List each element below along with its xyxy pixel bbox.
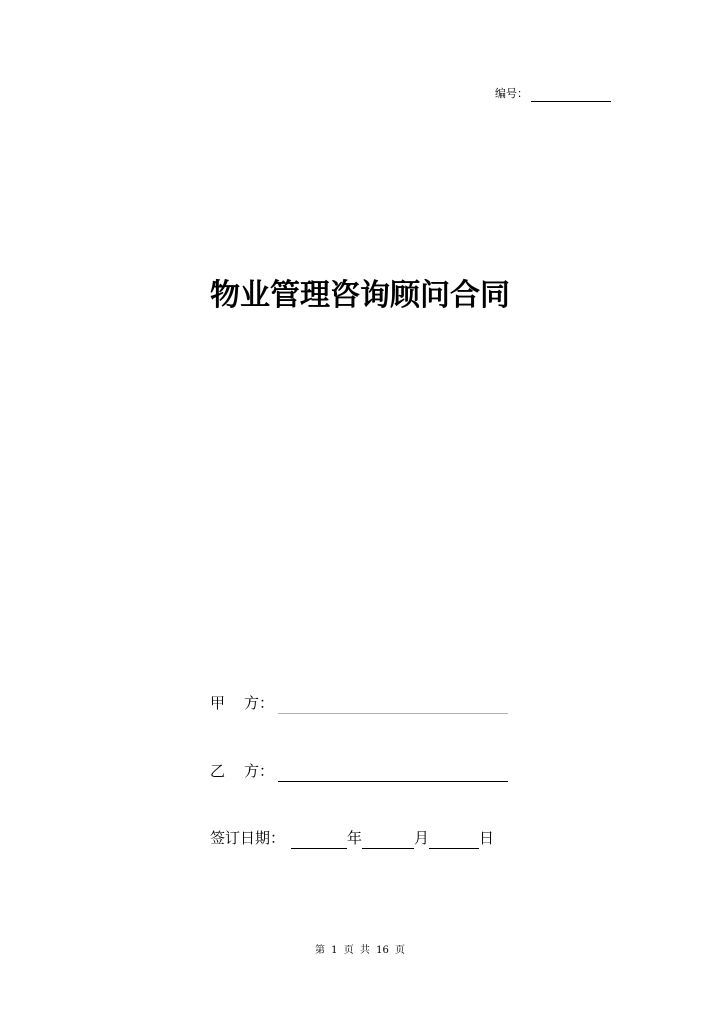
contract-number-blank[interactable]: [531, 88, 611, 102]
year-blank[interactable]: [291, 832, 347, 849]
month-label: 月: [414, 829, 430, 847]
party-b-suffix: 方：: [244, 762, 275, 780]
sign-date-row: [210, 827, 494, 849]
party-a-suffix: 方：: [244, 694, 275, 712]
month-blank[interactable]: [362, 832, 414, 849]
document-title: 物业管理咨询顾问合同: [210, 278, 510, 313]
sign-date-label: 签订日期：: [210, 829, 286, 847]
party-b-blank[interactable]: [278, 765, 508, 782]
party-a-blank[interactable]: [278, 697, 508, 714]
party-a-char: 甲: [210, 694, 226, 712]
party-b-label: [210, 760, 278, 782]
day-blank[interactable]: [429, 832, 479, 849]
party-b-char: 乙: [210, 762, 226, 780]
contract-number: [495, 86, 611, 102]
party-a-label: [210, 692, 278, 714]
year-label: 年: [347, 829, 363, 847]
page-number-footer: 第 1 页 共 16 页: [315, 945, 405, 956]
party-a-row: [210, 692, 508, 714]
day-label: 日: [479, 829, 495, 847]
contract-number-label: 编号：: [495, 87, 528, 100]
party-b-row: [210, 760, 508, 782]
